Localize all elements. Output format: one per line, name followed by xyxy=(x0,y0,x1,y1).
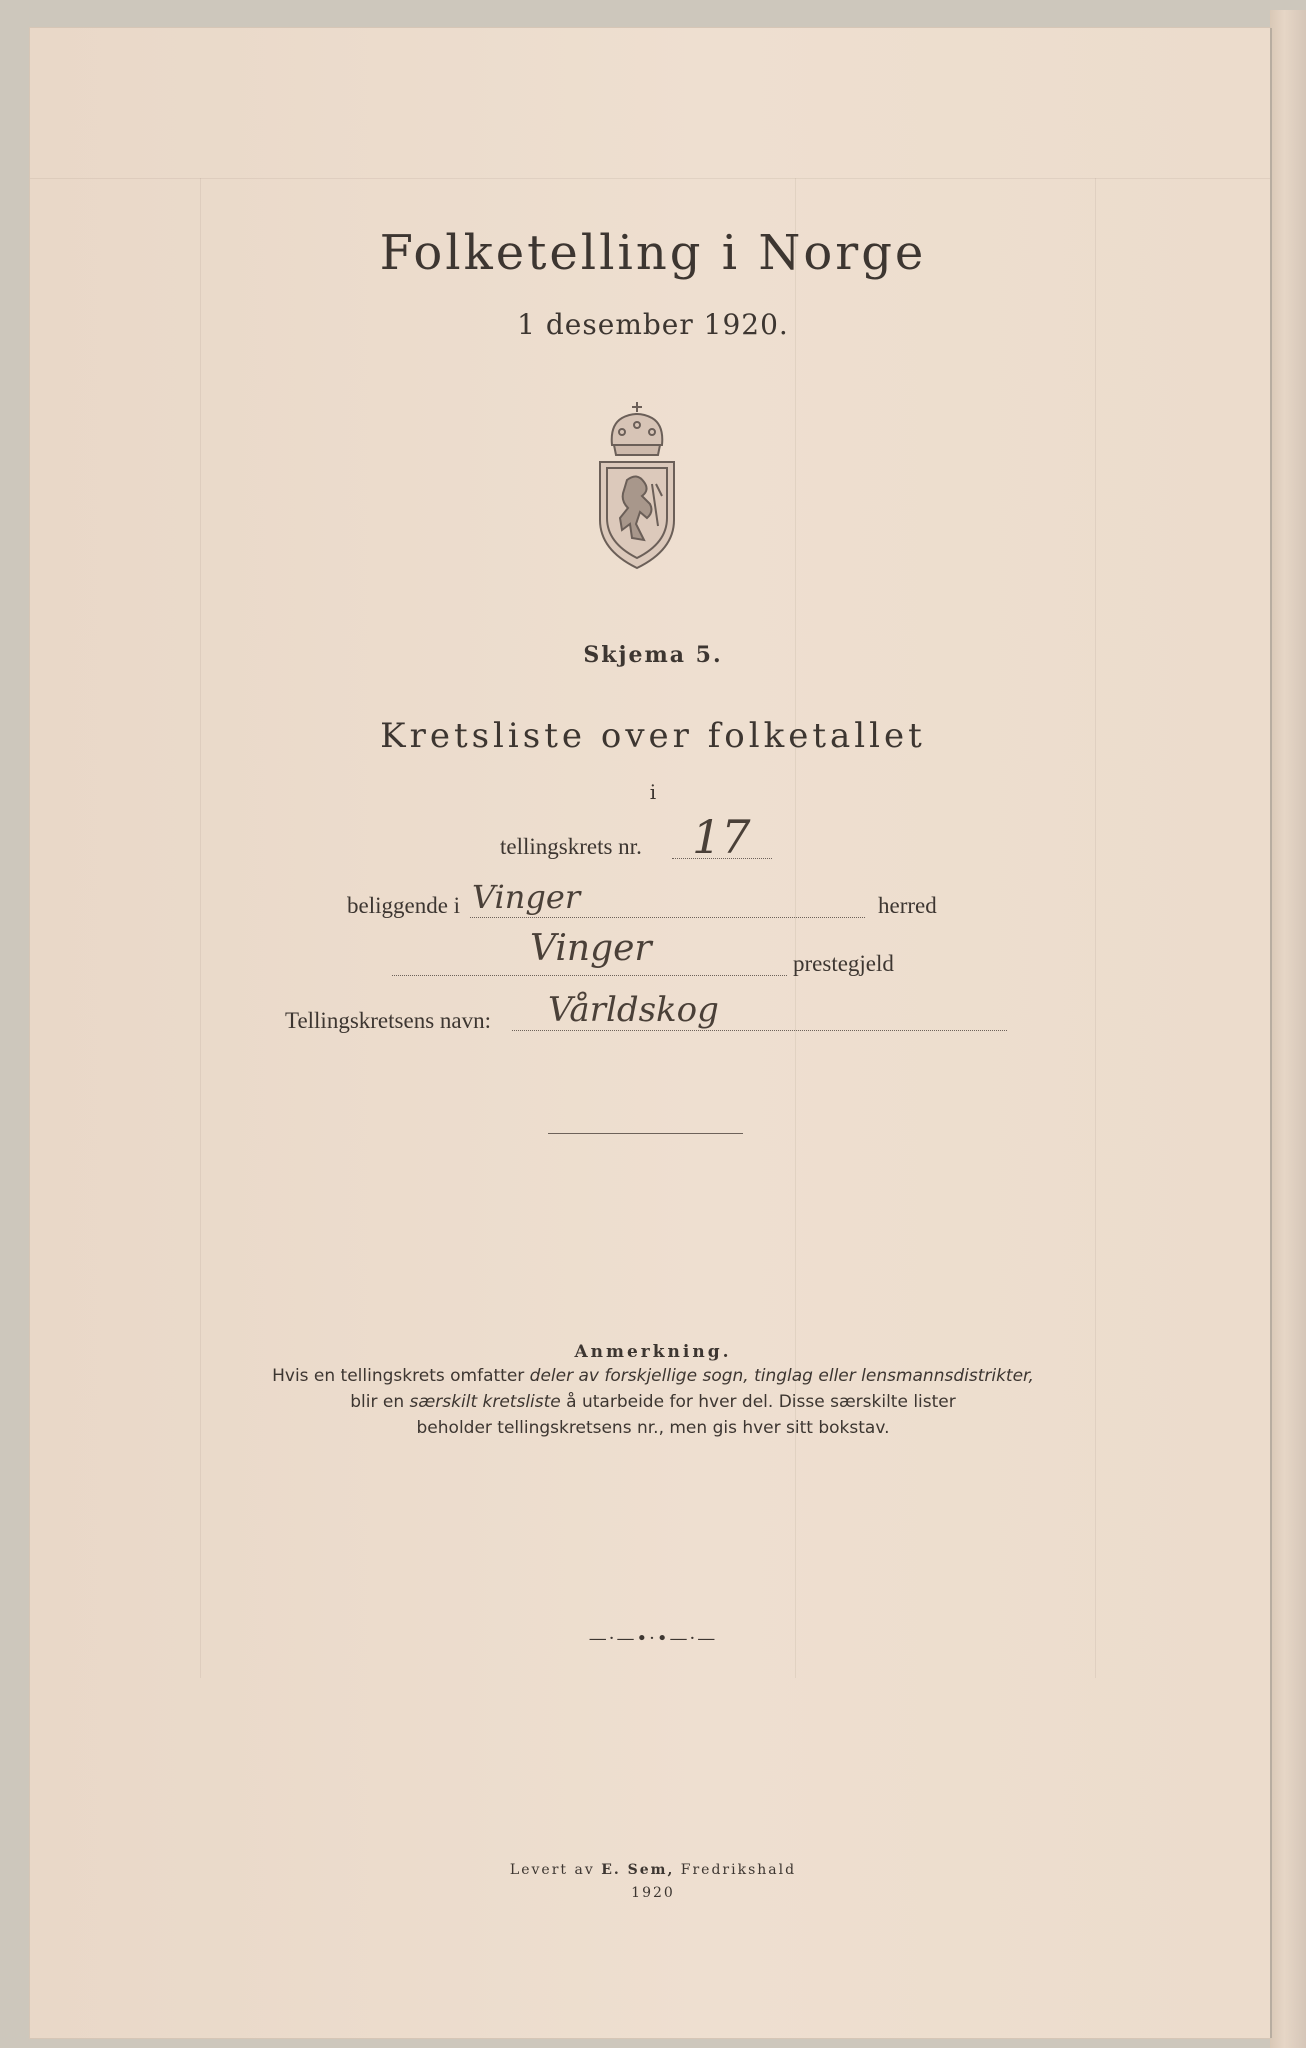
note-line-3: beholder tellingskretsens nr., men gis hver sitt bokstav. xyxy=(416,1418,890,1438)
norwegian-coat-of-arms-icon xyxy=(592,400,682,574)
printer-text: Levert av xyxy=(509,1862,602,1878)
printer-place: Fredrikshald xyxy=(674,1862,797,1878)
herred-label: herred xyxy=(878,893,937,918)
ornament-divider: —·—•·•—·— xyxy=(588,1628,718,1649)
tellingskrets-label: tellingskrets nr. xyxy=(500,834,642,859)
navn-value[interactable]: Vårldskog xyxy=(548,990,719,1030)
beliggende-field-line xyxy=(470,917,865,918)
note-emphasis: særskilt kretsliste xyxy=(409,1392,561,1412)
note-emphasis: deler av forskjellige sogn, tinglag eller lensmannsdistrikter, xyxy=(529,1366,1034,1386)
note-line-1 xyxy=(0,1366,1306,1386)
printer-credit xyxy=(0,1862,1306,1878)
prestegjeld-field-line xyxy=(392,975,787,976)
beliggende-label: beliggende i xyxy=(347,893,461,918)
show-through-line xyxy=(30,178,1270,179)
prestegjeld-value[interactable]: Vinger xyxy=(530,928,652,969)
show-through-line xyxy=(1095,178,1096,1678)
note-line-2 xyxy=(0,1392,1306,1412)
printer-year: 1920 xyxy=(631,1885,675,1901)
page-title: Folketelling i Norge xyxy=(379,225,927,281)
note-text: blir en xyxy=(350,1392,410,1412)
beliggende-value[interactable]: Vinger xyxy=(472,878,581,916)
census-date: 1 desember 1920. xyxy=(517,308,789,341)
navn-field-line xyxy=(512,1030,1007,1031)
show-through-line xyxy=(795,178,796,1678)
printer-name: E. Sem, xyxy=(601,1862,675,1878)
connector-word: i xyxy=(649,780,657,804)
note-text: å utarbeide for hver del. Disse særskilte lister xyxy=(560,1392,956,1412)
note-title: Anmerkning. xyxy=(574,1342,732,1362)
form-heading: Kretsliste over folketallet xyxy=(380,716,926,756)
tellingskrets-value[interactable]: 17 xyxy=(692,810,751,864)
navn-label: Tellingskretsens navn: xyxy=(285,1008,491,1033)
schema-label: Skjema 5. xyxy=(583,642,723,668)
separator-rule xyxy=(548,1133,743,1134)
prestegjeld-label: prestegjeld xyxy=(793,951,894,976)
note-text: Hvis en tellingskrets omfatter xyxy=(272,1366,530,1386)
show-through-line xyxy=(200,178,201,1678)
